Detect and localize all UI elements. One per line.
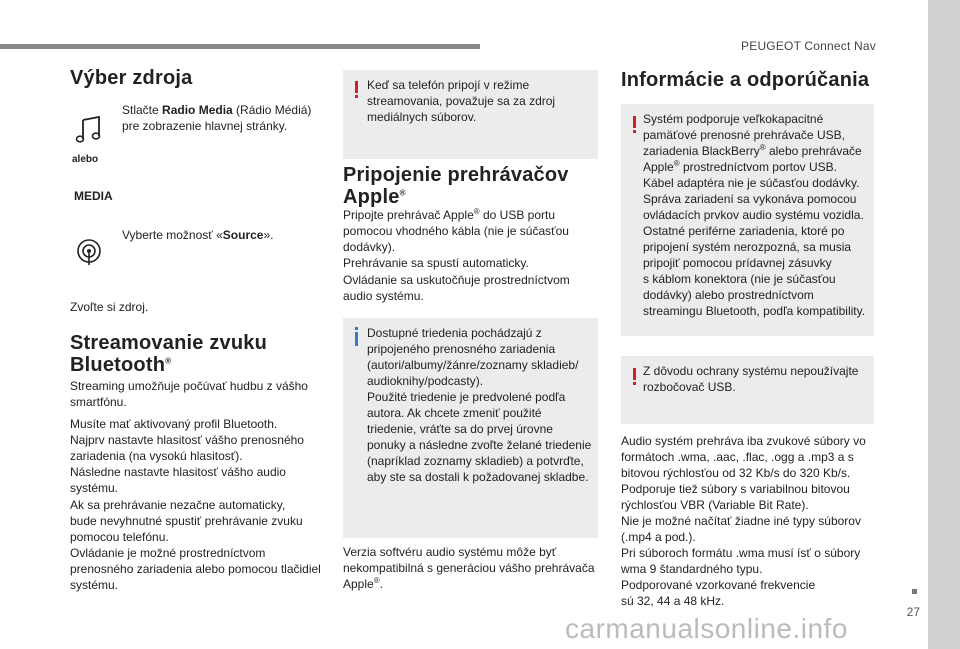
bt-paragraph-3: Ak sa prehrávanie nezačne automaticky, bude nevyhnutné spustiť prehrávanie zvuku pomocou telefónu. Ovládanie je možné prostredníctvom prenosného zariadenia alebo pomocou tlačidiel systému. — [70, 498, 321, 592]
media-button-label: MEDIA — [74, 189, 113, 203]
source-icon — [76, 238, 102, 266]
info-text: Dostupné triedenia pochádzajú z pripojeného prenosného zariadenia (autori/albumy/žánre/zoznamy skladieb/ audioknihy/podcasty). Použité triedenie je predvolené podľa autora. Ak chcete zmeniť použité triedenie, vráťte sa do prvej úrovne ponuky a následne zvoľte želané triedenie (napríklad zoznamy skladieb) a potvrďte, aby ste sa dostali k požadovanej skladbe. — [367, 326, 592, 484]
watermark-text: carmanualsonline.info — [565, 613, 848, 644]
header-rule — [0, 44, 480, 49]
formats-paragraph: Audio systém prehráva iba zvukové súbory vo formátoch .wma, .aac, .flac, .ogg a .mp3 a s bitovou rýchlosťou od 32 Kb/s do 320 Kb/s. Podporuje tiež súbory s variabilnou bitovou rýchlosťou VBR (Variable Bit Rate). Nie je možné načítať žiadne iné typy súborov (.mp4 a pod.). Pri súboroch formátu .wma musí ísť o súbory wma 9 štandardného typu. Podporované vzorkované frekvencie sú 32, 44 a 48 kHz. — [621, 434, 866, 608]
warning-text: Keď sa telefón pripojí v režime streamovania, považuje sa za zdroj mediálnych súborov. — [367, 78, 556, 124]
warning-box-hub — [621, 356, 874, 424]
warning-box-usb — [621, 104, 874, 336]
apple-paragraph-3: Verzia softvéru audio systému môže byť nekompatibilná s generáciou vášho prehrávača Apple®. — [343, 545, 595, 591]
warning-icon — [633, 368, 637, 385]
apple-paragraph-2: Ovládanie sa uskutočňuje prostredníctvom audio systému. — [343, 273, 570, 303]
section-title-apple: Pripojenie prehrávačov Apple® — [343, 164, 569, 208]
warning-icon — [633, 116, 637, 133]
page-side-strip — [928, 0, 960, 649]
step2-text: Vyberte možnosť «Source». — [122, 228, 274, 242]
info-box-sorting — [343, 318, 598, 538]
warning-box-streaming — [343, 70, 598, 159]
music-note-icon — [74, 115, 104, 145]
section-title-bluetooth: Streamovanie zvuku Bluetooth® — [70, 332, 268, 376]
section-title-info: Informácie a odporúčania — [621, 69, 870, 91]
page-dot-marker — [912, 589, 917, 594]
usb-support-text: Systém podporuje veľkokapacitné pamäťové prenosné prehrávače USB, zariadenia BlackBerry® alebo prehrávače Apple® prostredníctvom portov USB. Kábel adaptéra nie je súčasťou dodávky. Správa zariadení sa vykonáva pomocou ovládacích prvkov audio systému vozidla. Ostatné periférne zariadenia, ktoré po pripojení systém nerozpozná, sa musia pripojiť pomocou prídavnej zásuvky s káblom konektora (nie je súčasťou dodávky) alebo prostredníctvom streamingu Bluetooth, podľa kompatibility. — [643, 112, 866, 318]
choose-source-text: Zvoľte si zdroj. — [70, 300, 149, 314]
or-label: alebo — [72, 154, 99, 165]
bt-paragraph-2: Musíte mať aktivovaný profil Bluetooth. Najprv nastavte hlasitosť vášho prenosného zariadenia (na vysokú hlasitosť). Následne nastavte hlasitosť vášho audio systému. — [70, 417, 304, 495]
bt-paragraph-1: Streaming umožňuje počúvať hudbu z vášho smartfónu. — [70, 379, 308, 409]
apple-paragraph-1: Pripojte prehrávač Apple® do USB portu pomocou vhodného kábla (nie je súčasťou dodávky). Prehrávanie sa spustí automaticky. — [343, 207, 569, 270]
step1-text: Stlačte Radio Media (Rádio Médiá) pre zobrazenie hlavnej stránky. — [122, 103, 312, 133]
info-icon — [355, 327, 359, 346]
section-title-source: Výber zdroja — [70, 67, 193, 89]
warning-icon — [355, 81, 359, 98]
brand-header: PEUGEOT Connect Nav — [741, 39, 876, 53]
page-number: 27 — [906, 605, 920, 619]
hub-warning-text: Z dôvodu ochrany systému nepoužívajte rozbočovač USB. — [643, 364, 859, 394]
